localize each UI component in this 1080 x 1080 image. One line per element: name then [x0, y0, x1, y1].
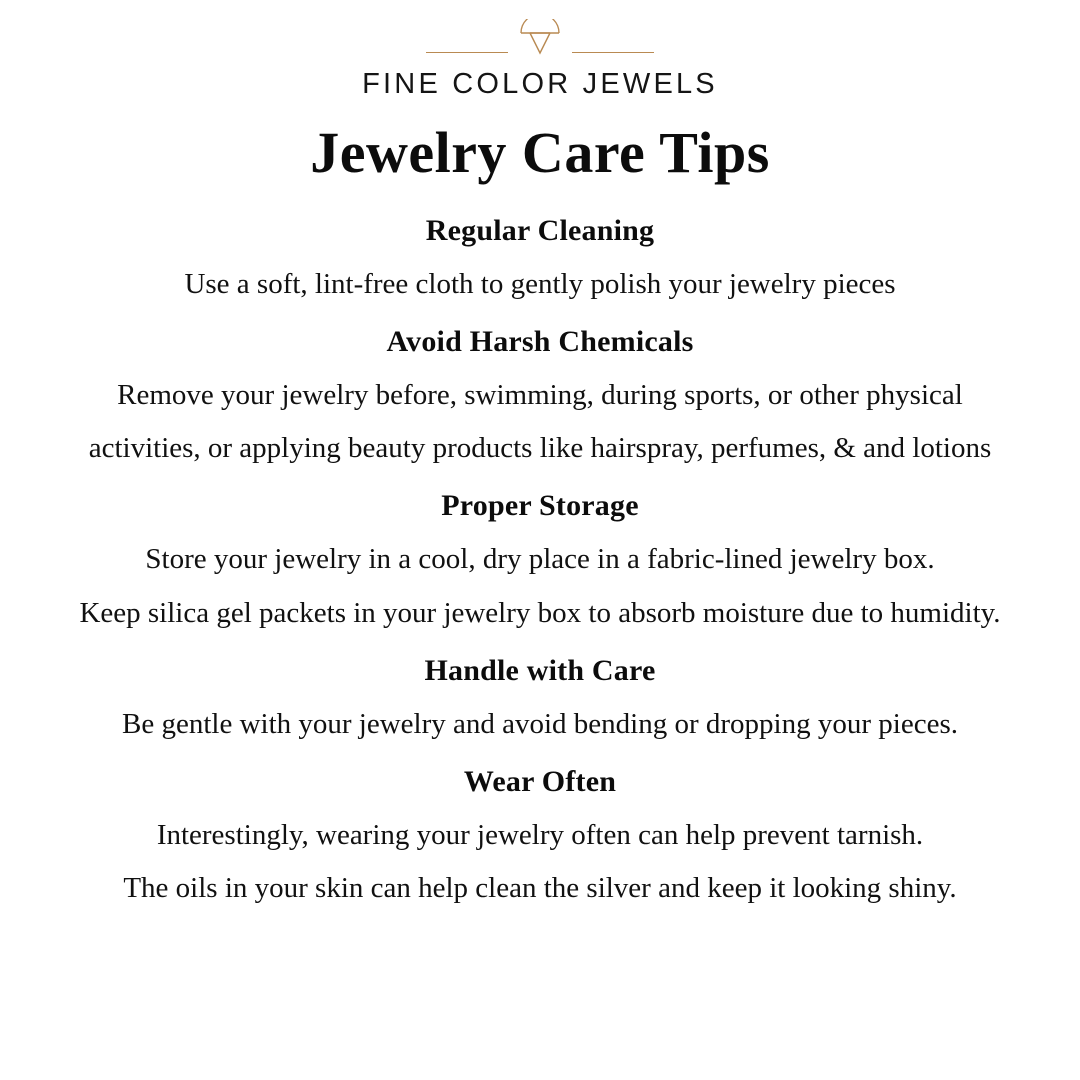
diamond-gem-icon — [514, 19, 566, 63]
tip-section-wear-often — [40, 745, 1040, 909]
section-line: activities, or applying beauty products like hairspray, perfumes, & and lotions — [88, 432, 992, 465]
section-heading: Proper Storage — [441, 489, 639, 523]
tip-section-proper-storage — [40, 469, 1040, 633]
left-rule — [426, 52, 508, 53]
section-line: Store your jewelry in a cool, dry place in a fabric-lined jewelry box. — [145, 543, 935, 576]
section-heading: Wear Often — [463, 764, 617, 798]
brand-header — [40, 18, 1040, 101]
brand-name: FINE COLOR JEWELS — [362, 68, 718, 100]
right-rule — [572, 52, 654, 53]
brand-mark — [390, 18, 690, 64]
section-line: Remove your jewelry before, swimming, during sports, or other physical — [117, 379, 963, 412]
section-line: Be gentle with your jewelry and avoid bending or dropping your pieces. — [122, 707, 958, 740]
tip-section-regular-cleaning — [40, 194, 1040, 305]
section-heading: Avoid Harsh Chemicals — [386, 325, 694, 359]
tip-section-avoid-harsh-chemicals — [40, 305, 1040, 469]
section-line: The oils in your skin can help clean the silver and keep it looking shiny. — [123, 872, 957, 905]
section-heading: Regular Cleaning — [425, 213, 655, 247]
page-title: Jewelry Care Tips — [310, 120, 770, 185]
section-line: Interestingly, wearing your jewelry often can help prevent tarnish. — [156, 818, 924, 851]
section-heading: Handle with Care — [424, 653, 656, 687]
tip-section-handle-with-care — [40, 634, 1040, 745]
section-line: Keep silica gel packets in your jewelry box to absorb moisture due to humidity. — [79, 596, 1001, 629]
section-line: Use a soft, lint-free cloth to gently polish your jewelry pieces — [184, 267, 896, 300]
tips-list — [40, 194, 1040, 909]
